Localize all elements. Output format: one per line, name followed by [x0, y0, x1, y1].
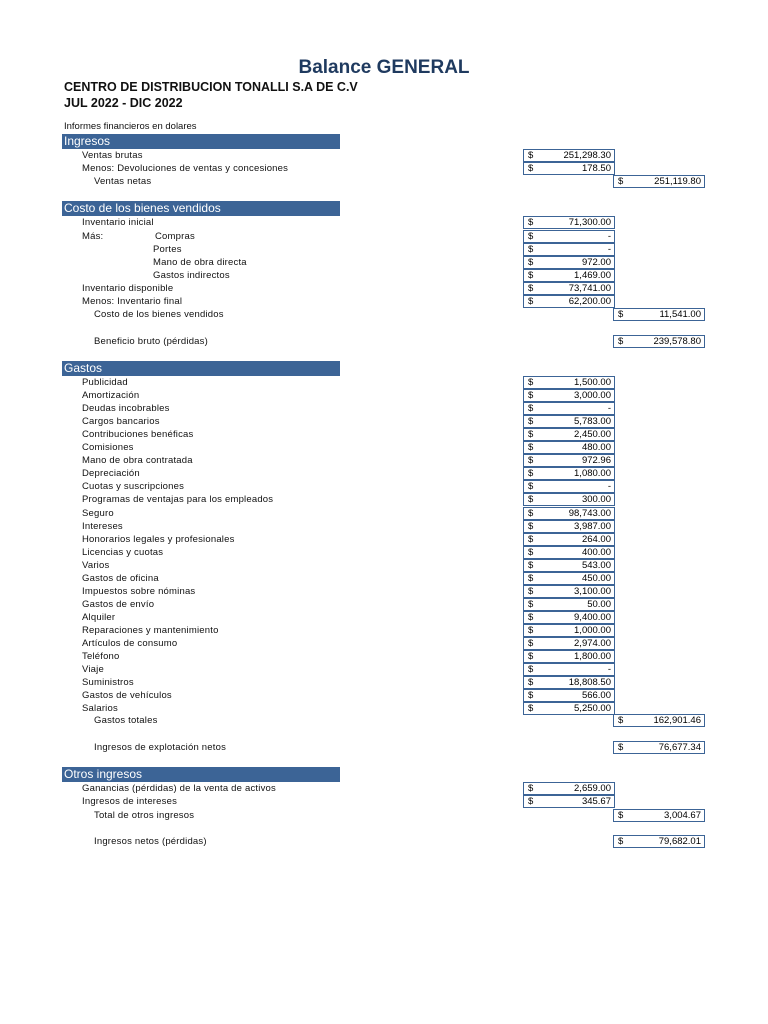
amount-cell — [523, 611, 615, 624]
amount-cell — [523, 376, 615, 389]
currency-symbol: $ — [528, 624, 534, 636]
currency-symbol: $ — [528, 468, 534, 480]
amount-value: - — [607, 231, 611, 242]
line-label: Programas de ventajas para los empleados — [82, 494, 274, 506]
line-item — [0, 149, 768, 162]
company-name: CENTRO DE DISTRIBUCION TONALLI S.A DE C.V — [64, 80, 358, 94]
amount-cell — [523, 402, 615, 415]
currency-symbol: $ — [528, 572, 534, 584]
section-header: Costo de los bienes vendidos — [62, 201, 340, 216]
line-item — [0, 585, 768, 598]
line-item — [0, 520, 768, 533]
amount-value: 18,808.50 — [568, 677, 611, 689]
line-item — [0, 637, 768, 650]
amount-value: 3,000.00 — [574, 390, 611, 402]
amount-cell — [523, 269, 615, 282]
amount-value: 480.00 — [581, 442, 611, 454]
currency-symbol: $ — [528, 690, 534, 702]
currency-symbol: $ — [618, 336, 624, 347]
line-item — [0, 624, 768, 637]
amount-value: 972.00 — [581, 257, 611, 268]
currency-symbol: $ — [528, 257, 534, 268]
amount-value: 76,677.34 — [658, 742, 701, 753]
amount-value: 9,400.00 — [574, 611, 611, 623]
currency-symbol: $ — [528, 377, 534, 388]
total-row — [0, 714, 768, 727]
currency-symbol: $ — [528, 481, 534, 493]
line-label: Salarios — [82, 703, 118, 715]
currency-symbol: $ — [528, 546, 534, 558]
amount-value: 3,987.00 — [574, 520, 611, 532]
amount-value: 5,783.00 — [574, 416, 611, 428]
currency-symbol: $ — [618, 742, 624, 753]
amount-value: 239,578.80 — [653, 336, 701, 347]
currency-symbol: $ — [528, 651, 534, 663]
line-item — [0, 256, 768, 269]
amount-value: 98,743.00 — [568, 507, 611, 519]
currency-symbol: $ — [528, 494, 534, 506]
amount-value: 2,450.00 — [574, 429, 611, 441]
line-item — [0, 230, 768, 243]
line-item — [0, 559, 768, 572]
line-item — [0, 533, 768, 546]
amount-cell — [523, 795, 615, 808]
currency-symbol: $ — [528, 231, 534, 242]
amount-value: 251,298.30 — [563, 150, 611, 161]
amount-value: 1,469.00 — [574, 270, 611, 281]
line-item — [0, 689, 768, 702]
amount-value: 972.96 — [581, 455, 611, 467]
amount-value: 2,659.00 — [574, 783, 611, 794]
currency-symbol: $ — [618, 309, 624, 320]
amount-value: 73,741.00 — [568, 283, 611, 294]
line-label: Varios — [82, 559, 110, 571]
line-item — [0, 295, 768, 308]
line-label: Portes — [153, 244, 182, 255]
line-item — [0, 428, 768, 441]
amount-value: 3,004.67 — [664, 810, 701, 821]
amount-cell — [523, 559, 615, 572]
amount-cell — [523, 454, 615, 467]
total-row — [0, 835, 768, 848]
total-cell — [613, 835, 705, 848]
amount-value: - — [607, 403, 611, 415]
currency-symbol: $ — [528, 507, 534, 519]
total-row — [0, 175, 768, 188]
amount-value: 400.00 — [581, 546, 611, 558]
line-item — [0, 663, 768, 676]
currency-symbol: $ — [528, 703, 534, 715]
currency-symbol: $ — [528, 416, 534, 428]
line-item — [0, 676, 768, 689]
line-item — [0, 441, 768, 454]
amount-value: 162,901.46 — [653, 715, 701, 726]
line-label: Cuotas y suscripciones — [82, 481, 185, 493]
total-cell — [613, 809, 705, 822]
amount-cell — [523, 441, 615, 454]
amount-cell — [523, 546, 615, 559]
total-cell — [613, 335, 705, 348]
line-label: Artículos de consumo — [82, 638, 178, 649]
line-label: Ingresos de explotación netos — [94, 742, 227, 753]
line-item — [0, 389, 768, 402]
currency-symbol: $ — [528, 283, 534, 294]
currency-symbol: $ — [528, 442, 534, 454]
line-label: Publicidad — [82, 377, 128, 388]
line-label: Impuestos sobre nóminas — [82, 585, 196, 597]
amount-cell — [523, 256, 615, 269]
amount-cell — [523, 389, 615, 402]
currency-symbol: $ — [528, 520, 534, 532]
amount-cell — [523, 533, 615, 546]
section-header: Otros ingresos — [62, 767, 340, 782]
amount-cell — [523, 216, 615, 229]
line-label: Alquiler — [82, 611, 116, 623]
line-label: Inventario disponible — [82, 283, 174, 294]
currency-symbol: $ — [618, 715, 624, 726]
currency-symbol: $ — [528, 244, 534, 255]
amount-value: 50.00 — [587, 598, 611, 610]
line-label: Gastos de envío — [82, 598, 155, 610]
amount-cell — [523, 149, 615, 162]
report-period: JUL 2022 - DIC 2022 — [64, 96, 183, 110]
line-label: Más: — [82, 231, 104, 242]
currency-symbol: $ — [528, 390, 534, 402]
amount-value: 450.00 — [581, 572, 611, 584]
currency-symbol: $ — [528, 638, 534, 649]
amount-value: 3,100.00 — [574, 585, 611, 597]
currency-symbol: $ — [528, 533, 534, 545]
line-label: Honorarios legales y profesionales — [82, 533, 235, 545]
line-label: Costo de los bienes vendidos — [94, 309, 224, 320]
line-label: Gastos totales — [94, 715, 158, 726]
line-label: Gastos indirectos — [153, 270, 230, 281]
line-item — [0, 216, 768, 229]
amount-value: 1,000.00 — [574, 624, 611, 636]
total-cell — [613, 714, 705, 727]
total-row — [0, 335, 768, 348]
line-label: Comisiones — [82, 442, 134, 454]
amount-value: 62,200.00 — [568, 296, 611, 307]
amount-cell — [523, 650, 615, 663]
line-item — [0, 269, 768, 282]
amount-cell — [523, 637, 615, 650]
amount-value: 11,541.00 — [659, 309, 701, 320]
amount-value: 251,119.80 — [654, 176, 701, 187]
line-label: Teléfono — [82, 651, 120, 663]
line-sublabel: Compras — [155, 231, 195, 242]
amount-cell — [523, 480, 615, 493]
amount-cell — [523, 689, 615, 702]
amount-cell — [523, 585, 615, 598]
line-label: Cargos bancarios — [82, 416, 160, 428]
line-item — [0, 162, 768, 175]
amount-value: 1,080.00 — [574, 468, 611, 480]
line-label: Deudas incobrables — [82, 403, 170, 415]
currency-symbol: $ — [528, 783, 534, 794]
line-item — [0, 467, 768, 480]
amount-cell — [523, 663, 615, 676]
line-item — [0, 650, 768, 663]
amount-value: 345.67 — [581, 796, 611, 807]
amount-value: 566.00 — [581, 690, 611, 702]
amount-cell — [523, 520, 615, 533]
line-item — [0, 546, 768, 559]
total-cell — [613, 741, 705, 754]
amount-cell — [523, 782, 615, 795]
amount-cell — [523, 428, 615, 441]
currency-symbol: $ — [528, 664, 534, 676]
section-header: Gastos — [62, 361, 340, 376]
total-row — [0, 809, 768, 822]
line-label: Inventario inicial — [82, 217, 154, 228]
line-item — [0, 782, 768, 795]
line-item — [0, 282, 768, 295]
total-row — [0, 741, 768, 754]
amount-cell — [523, 230, 615, 243]
currency-symbol: $ — [618, 176, 624, 187]
line-label: Contribuciones benéficas — [82, 429, 194, 441]
currency-symbol: $ — [528, 677, 534, 689]
currency-symbol: $ — [528, 429, 534, 441]
currency-symbol: $ — [528, 150, 534, 161]
currency-symbol: $ — [528, 270, 534, 281]
line-label: Intereses — [82, 520, 123, 532]
amount-value: 1,800.00 — [574, 651, 611, 663]
line-label: Menos: Inventario final — [82, 296, 183, 307]
amount-cell — [523, 467, 615, 480]
currency-symbol: $ — [528, 455, 534, 467]
line-label: Gastos de vehículos — [82, 690, 172, 702]
amount-cell — [523, 507, 615, 520]
line-item — [0, 415, 768, 428]
amount-value: 71,300.00 — [568, 217, 611, 228]
amount-cell — [523, 415, 615, 428]
line-item — [0, 376, 768, 389]
line-label: Ganancias (pérdidas) de la venta de activos — [82, 783, 276, 794]
amount-cell — [523, 493, 615, 506]
line-label: Gastos de oficina — [82, 572, 159, 584]
line-label: Ventas netas — [94, 176, 152, 187]
amount-cell — [523, 572, 615, 585]
line-label: Viaje — [82, 664, 104, 676]
currency-symbol: $ — [528, 611, 534, 623]
page-title: Balance GENERAL — [298, 57, 470, 78]
line-item — [0, 493, 768, 506]
amount-cell — [523, 162, 615, 175]
amount-value: - — [607, 481, 611, 493]
line-label: Seguro — [82, 507, 114, 519]
line-item — [0, 243, 768, 256]
total-cell — [613, 308, 705, 321]
section-header: Ingresos — [62, 134, 340, 149]
currency-symbol: $ — [528, 217, 534, 228]
line-label: Reparaciones y mantenimiento — [82, 624, 219, 636]
amount-value: 5,250.00 — [574, 703, 611, 715]
amount-value: 178.50 — [581, 163, 611, 174]
line-item — [0, 402, 768, 415]
amount-value: - — [607, 244, 611, 255]
currency-note: Informes financieros en dolares — [64, 121, 197, 132]
currency-symbol: $ — [528, 296, 534, 307]
total-cell — [613, 175, 705, 188]
line-label: Ingresos netos (pérdidas) — [94, 836, 207, 847]
line-label: Menos: Devoluciones de ventas y concesiones — [82, 163, 289, 174]
line-item — [0, 454, 768, 467]
line-item — [0, 611, 768, 624]
amount-cell — [523, 676, 615, 689]
line-item — [0, 572, 768, 585]
amount-cell — [523, 243, 615, 256]
currency-symbol: $ — [528, 585, 534, 597]
line-label: Depreciación — [82, 468, 140, 480]
amount-cell — [523, 624, 615, 637]
line-label: Total de otros ingresos — [94, 810, 195, 821]
amount-value: - — [607, 664, 611, 676]
currency-symbol: $ — [618, 810, 624, 821]
amount-value: 2,974.00 — [574, 638, 611, 649]
currency-symbol: $ — [618, 836, 624, 847]
line-label: Beneficio bruto (pérdidas) — [94, 336, 208, 347]
amount-value: 264.00 — [581, 533, 611, 545]
currency-symbol: $ — [528, 598, 534, 610]
line-item — [0, 598, 768, 611]
line-item — [0, 795, 768, 808]
amount-cell — [523, 282, 615, 295]
currency-symbol: $ — [528, 163, 534, 174]
amount-value: 300.00 — [581, 494, 611, 506]
line-label: Ingresos de intereses — [82, 796, 178, 807]
total-row — [0, 308, 768, 321]
line-label: Amortización — [82, 390, 140, 402]
currency-symbol: $ — [528, 796, 534, 807]
line-label: Ventas brutas — [82, 150, 143, 161]
currency-symbol: $ — [528, 403, 534, 415]
currency-symbol: $ — [528, 559, 534, 571]
amount-cell — [523, 598, 615, 611]
amount-value: 79,682.01 — [658, 836, 701, 847]
line-label: Suministros — [82, 677, 134, 689]
line-item — [0, 507, 768, 520]
line-label: Mano de obra directa — [153, 257, 247, 268]
amount-value: 543.00 — [581, 559, 611, 571]
amount-cell — [523, 295, 615, 308]
amount-value: 1,500.00 — [574, 377, 611, 388]
line-label: Licencias y cuotas — [82, 546, 164, 558]
line-item — [0, 480, 768, 493]
line-label: Mano de obra contratada — [82, 455, 193, 467]
